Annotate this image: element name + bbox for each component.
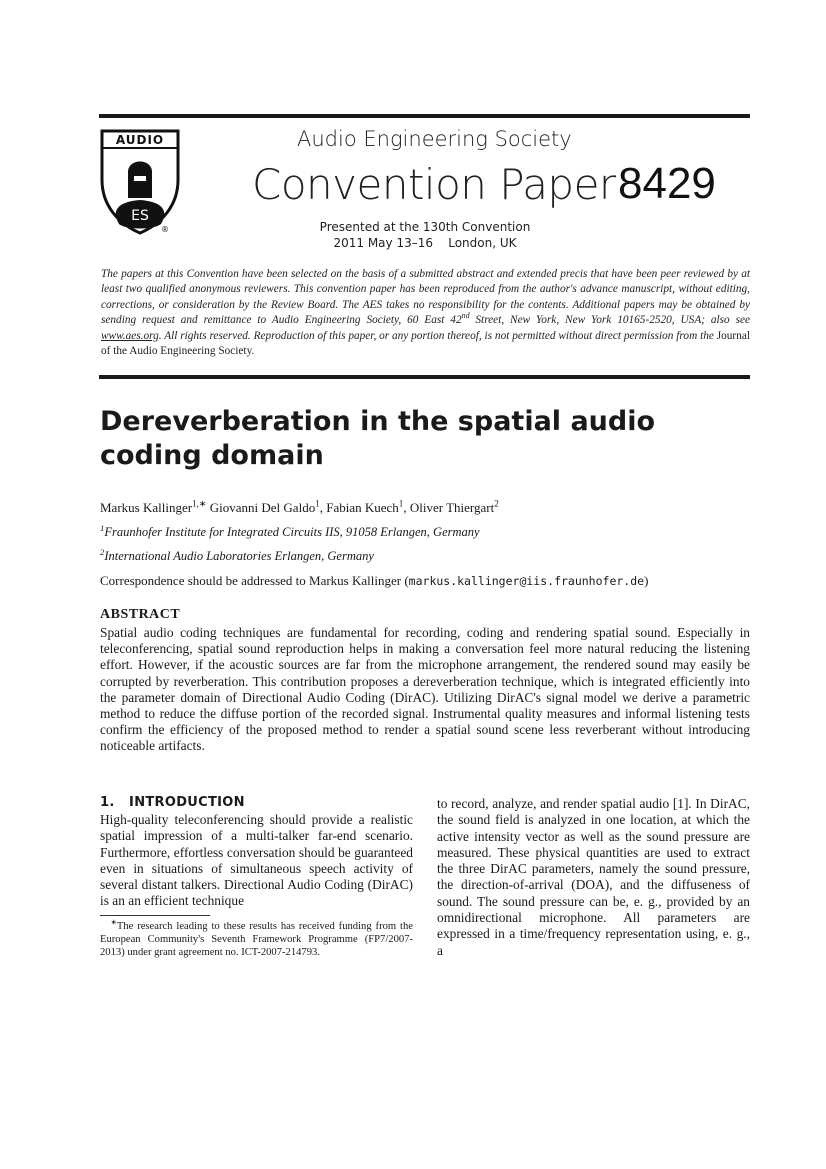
affiliation-text: Fraunhofer Institute for Integrated Circuits IIS, 91058 Erlangen, Germany	[104, 525, 480, 539]
abstract-text: Spatial audio coding techniques are fundamental for recording, coding and rendering spatial sound. Especially in teleconferencing, spatial sound reproduction helps in making a conversation feel more natural reducing the listening effort. However, if the acoustic sources are far from the microphone arrangement, the rendered sound may easily be corrupted by reverberation. This contribution proposes a dereverberation technique, which is integrated efficiently into the parameter domain of Directional Audio Coding (DirAC). Utilizing DirAC's signal model we derive a parametric method to reduce the diffuse portion of the recorded signal. Instrumental quality measures and informal listening tests confirm the efficiency of the proposed method to render a spatial sound scene less reverberant without introducing noticeable artifacts.	[100, 625, 750, 754]
aes-website-link[interactable]: www.aes.org	[101, 329, 159, 342]
affiliation-number: 1	[100, 522, 105, 533]
correspondence-email[interactable]: markus.kallinger@iis.fraunhofer.de	[408, 574, 645, 588]
presented-line-1: Presented at the 130th Convention	[319, 220, 531, 234]
review-notice	[101, 267, 750, 359]
footnote-marker: ∗	[110, 917, 117, 927]
footnote	[100, 917, 413, 959]
correspondence-prefix: Correspondence should be addressed to Markus Kallinger (	[100, 573, 409, 588]
introduction-heading: 1. INTRODUCTION	[100, 795, 245, 810]
author-name: Oliver Thiergart	[409, 500, 495, 515]
abstract-heading: ABSTRACT	[100, 607, 181, 622]
presented-info	[300, 219, 550, 251]
paper-title: Dereverberation in the spatial audio coding domain	[100, 406, 656, 471]
author-separator: ,	[403, 500, 410, 515]
author-name: Giovanni Del Galdo	[209, 500, 316, 515]
introduction-left-column: High-quality teleconferencing should provide a realistic spatial impression of a multi-talker far-end scenario. Furthermore, effortless conversation should be guaranteed even in situations of simultaneous speech activity of several distant talkers. Directional Audio Coding (DirAC) is an an efficient technique	[100, 812, 413, 909]
affiliation-2	[100, 548, 750, 564]
author-affil-sup: 2	[494, 498, 499, 509]
author-list	[100, 499, 750, 516]
affiliation-text: International Audio Laboratories Erlangen, Germany	[104, 549, 374, 563]
author-name: Markus Kallinger	[100, 500, 193, 515]
author-affil-sup: 1	[398, 498, 404, 509]
presented-line-2: 2011 May 13–16 London, UK	[333, 236, 517, 250]
author-separator: ,	[319, 500, 327, 515]
footnote-rule	[100, 915, 210, 916]
correspondence	[100, 572, 750, 590]
convention-paper-label: Convention Paper	[252, 160, 616, 209]
logo-top-text: AUDIO	[115, 133, 165, 147]
correspondence-suffix: )	[644, 573, 649, 588]
affiliation-number: 2	[100, 546, 105, 557]
top-rule	[99, 114, 750, 118]
header-bottom-rule	[99, 375, 750, 379]
affiliation-1	[100, 524, 750, 540]
registered-mark: ®	[161, 225, 169, 234]
notice-text-2: Street, New York, New York 10165-2520, USA; also see	[469, 314, 751, 327]
paper-number: 8429	[618, 159, 716, 208]
introduction-right-column: to record, analyze, and render spatial audio [1]. In DirAC, the sound field is analyzed in one location, at which the active intensity vector as well as the sound pressure are measured. These physical quantities are used to extract the three DirAC parameters, namely the sound pressure, the direction-of-arrival (DOA), and the diffuseness of sound. The sound pressure can be, e. g., provided by an omnidirectional microphone. All parameters are expressed in a time/frequency representation using, e. g., a	[437, 796, 750, 958]
author-affil-sup: 1	[315, 498, 320, 509]
notice-text-1: The papers at this Convention have been selected on the basis of a submitted abstract and extended precis that have been peer reviewed by at least two qualified anonymous reviewers. This convention paper has been reproduced from the author's advance manuscript, without editing, corrections, or consideration by the Review Board. The AES takes no responsibility for the contents. Additional papers may be obtained by sending request and remittance to Audio Engineering Society, 60 East 42	[101, 268, 750, 327]
journal-name: Journal of the Audio Engineering Society.	[101, 329, 750, 358]
notice-sup: nd	[461, 311, 470, 321]
author-affil-sup: 1,∗	[192, 498, 207, 509]
society-name: Audio Engineering Society	[297, 127, 572, 151]
notice-text-3: . All rights reserved. Reproduction of this paper, or any portion thereof, is not permitted without direct permission from the	[158, 329, 717, 342]
logo-bottom-text: ES	[131, 208, 149, 224]
footnote-text: The research leading to these results has received funding from the European Community's Seventh Framework Programme (FP7/2007-2013) under grant agreement no. ICT-2007-214793.	[100, 921, 413, 958]
aes-logo-icon	[99, 128, 181, 236]
author-name: Fabian Kuech	[326, 500, 399, 515]
